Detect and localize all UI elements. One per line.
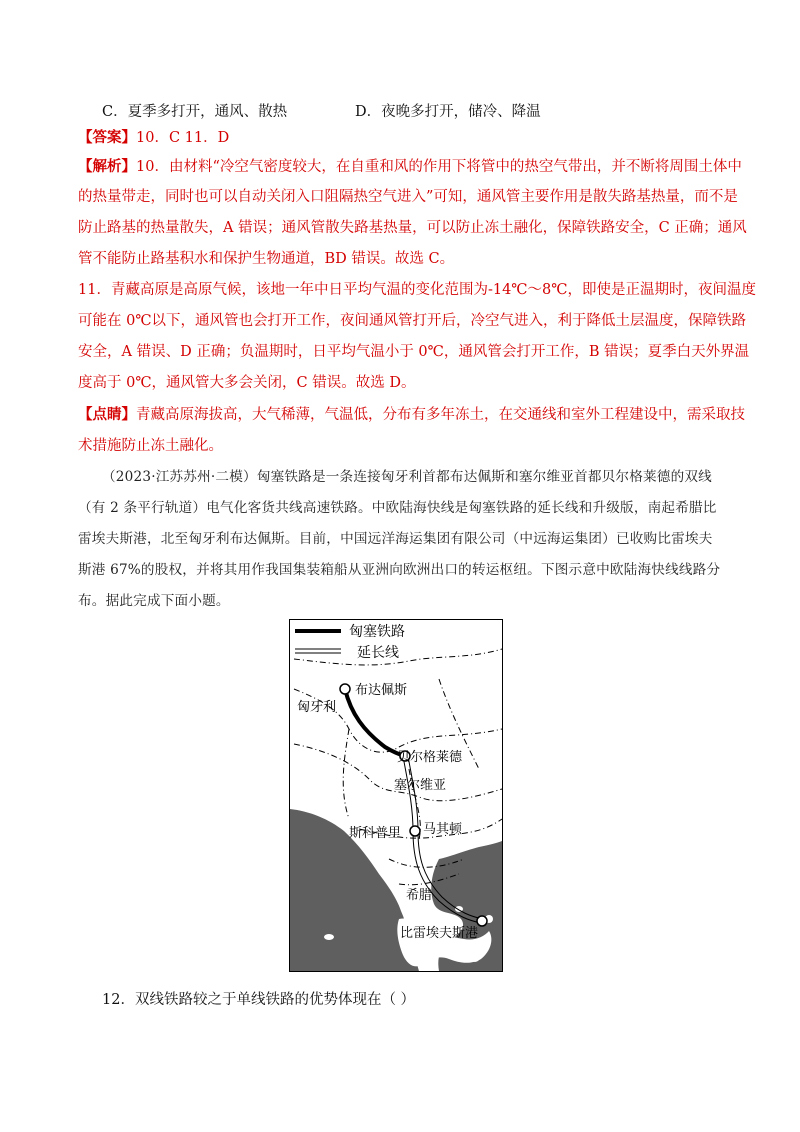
option-d: D．夜晚多打开，储冷、降温	[355, 104, 541, 120]
option-c: C．夏季多打开，通风、散热	[102, 104, 288, 120]
analysis-tag: 【解析】	[78, 158, 136, 175]
budapest-marker	[340, 684, 350, 694]
analysis-line-7: 安全，A 错误、D 正确；负温期时，日平均气温小于 0℃，通风管会打开工作，B 错误；夏季白天外界温	[78, 344, 750, 360]
answer-tag: 【答案】	[78, 129, 136, 146]
label-serbia: 塞尔维亚	[394, 777, 447, 792]
intro-line-2: （有 2 条平行轨道）电气化客货共线高速铁路。中欧陆海快线是匈塞铁路的延长线和升级版，南起希腊比	[78, 500, 717, 516]
label-skopje: 斯科普里	[349, 825, 402, 840]
label-belgrade: 贝尔格莱德	[397, 749, 463, 764]
label-hungary: 匈牙利	[297, 699, 337, 714]
analysis-line-4: 管不能防止路基积水和保护生物通道，BD 错误。故选 C。	[78, 251, 455, 267]
island-4	[324, 934, 334, 940]
piraeus-marker	[477, 916, 487, 926]
analysis-line-2: 的热量带走，同时也可以自动关闭入口阻隔热空气进入”可知，通风管主要作用是散失路基热量，而不是	[78, 189, 738, 205]
railway-map	[289, 619, 503, 972]
analysis-line-5: 11．青藏高原是高原气候，该地一年中日平均气温的变化范围为-14℃～8℃，即使是正温期时，夜间温度	[78, 282, 756, 298]
answer-line	[78, 128, 229, 148]
label-greece: 希腊	[406, 887, 433, 902]
analysis-text-1: 10．由材料“冷空气密度较大，在自重和风的作用下将管中的热空气带出，并不断将周围土体中	[136, 159, 742, 175]
tip-tag: 【点睛】	[78, 406, 136, 423]
label-macedonia: 马其顿	[423, 821, 463, 836]
intro-line-1: （2023·江苏苏州·二模）匈塞铁路是一条连接匈牙利首都布达佩斯和塞尔维亚首都贝尔格莱德的双线	[102, 469, 712, 485]
tip-line-1	[78, 405, 745, 425]
question-12: 12．双线铁路较之于单线铁路的优势体现在（ ）	[102, 992, 416, 1008]
analysis-line-6: 可能在 0℃以下，通风管也会打开工作，夜间通风管打开后，冷空气进入，利于降低土层温度，保障铁路	[78, 313, 747, 329]
analysis-line-3: 防止路基的热量散失，A 错误；通风管散失路基热量，可以防止冻土融化，保障铁路安全，C 正确；通风	[78, 220, 747, 236]
skopje-marker	[410, 826, 420, 836]
intro-line-5: 布。据此完成下面小题。	[78, 593, 230, 609]
label-piraeus: 比雷埃夫斯港	[400, 925, 479, 940]
label-budapest: 布达佩斯	[355, 682, 408, 697]
tip-text-1: 青藏高原海拔高，大气稀薄，气温低，分布有多年冻土，在交通线和室外工程建设中，需采取技	[136, 407, 745, 423]
answer-text: 10．C 11．D	[136, 130, 230, 146]
intro-line-4: 斯港 67%的股权，并将其用作我国集装箱船从亚洲向欧洲出口的转运枢纽。下图示意中欧陆海快线线路分	[78, 562, 721, 578]
tip-line-2: 术措施防止冻土融化。	[78, 438, 223, 454]
analysis-line-1	[78, 157, 742, 177]
legend-extension-label: 延长线	[357, 644, 399, 660]
analysis-line-8: 度高于 0℃，通风管大多会关闭，C 错误。故选 D。	[78, 375, 416, 391]
legend-railway-label: 匈塞铁路	[349, 623, 405, 639]
intro-line-3: 雷埃夫斯港，北至匈牙利布达佩斯。目前，中国远洋海运集团有限公司（中远海运集团）已收购比雷埃夫	[78, 531, 713, 547]
island-1	[470, 952, 480, 962]
